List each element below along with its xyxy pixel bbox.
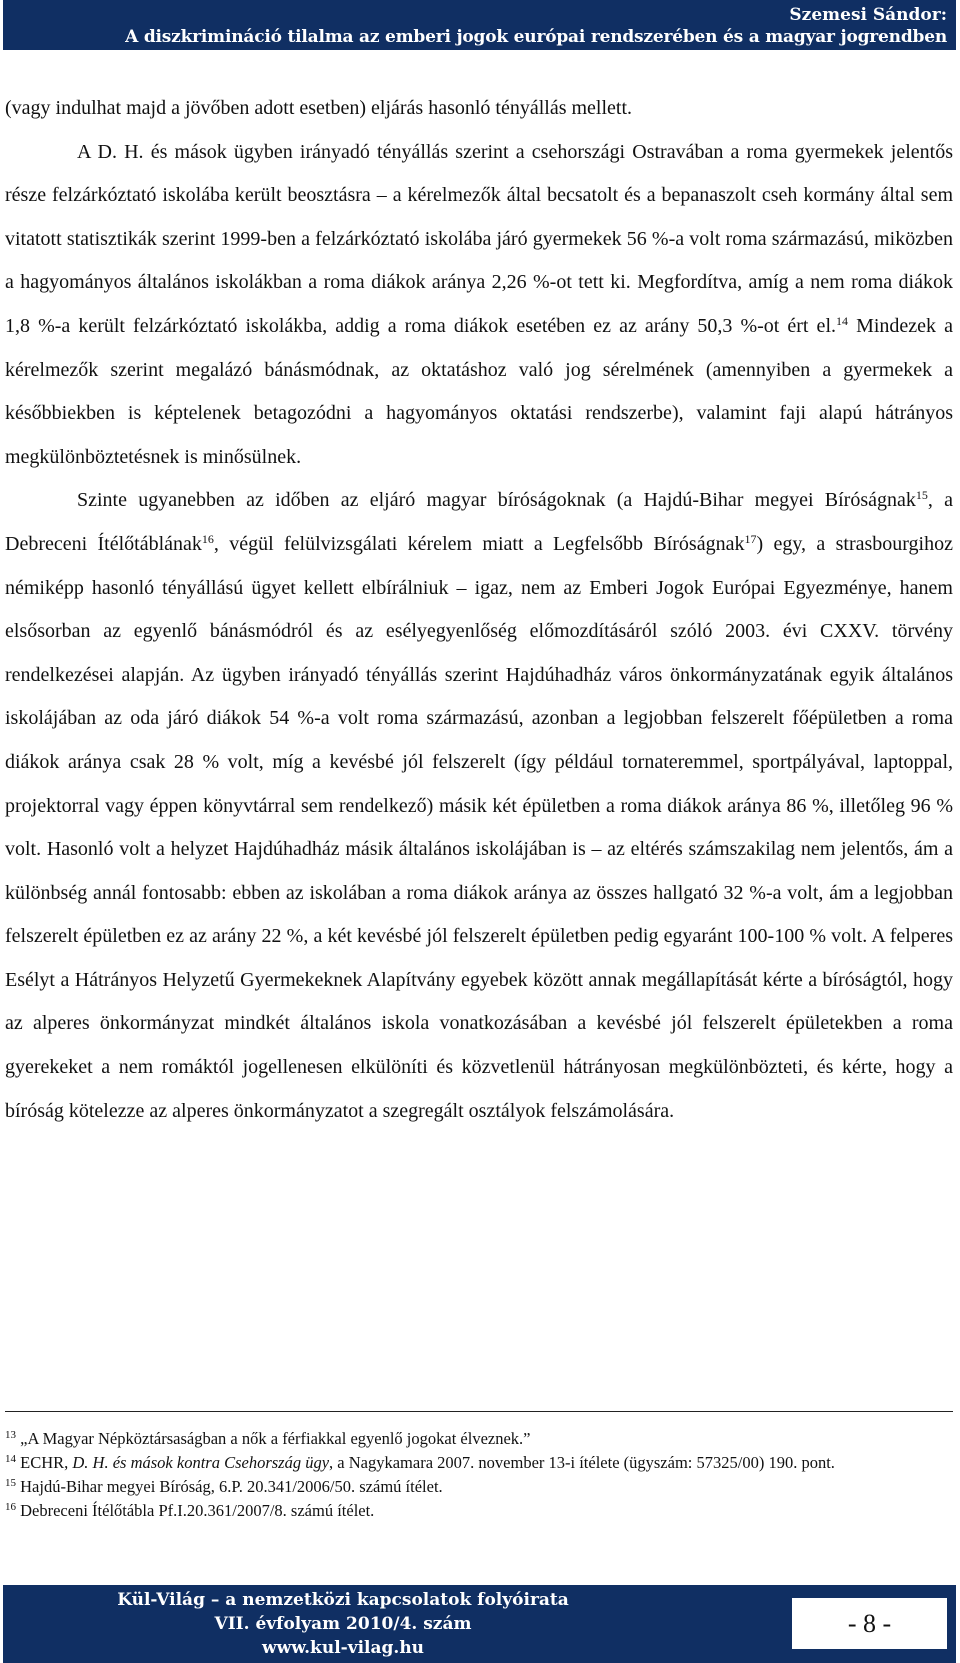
paragraph-text: , a Debreceni Ítélőtáblának [5,489,953,555]
paragraph-dh-case [5,131,953,480]
footnote-divider [5,1411,953,1412]
page-footer [3,1585,956,1663]
paragraph-text: Mindezek a kérelmezők szerint megalázó bánásmódnak, az oktatáshoz való jog sérelmének (amennyiben a gyermekek a későbbiekben is képtelenek betagozódni a hagyományos oktatási rendszerbe), valamint faji alapú hátrányos megkülönböztetésnek is minősülnek. [5,314,953,468]
paragraph-text: Szinte ugyanebben az időben az eljáró magyar bíróságoknak (a Hajdú-Bihar megyei Bíróságnak [77,489,916,512]
footnote-ref-14[interactable]: 14 [836,313,848,328]
header-title: A diszkrimináció tilalma az emberi jogok európai rendszerében és a magyar jogrendben [125,27,947,47]
running-header [3,0,956,50]
paragraph-hungarian-case [5,479,953,1133]
page-number: - 8 - [792,1598,947,1649]
footnote-14 [5,1451,953,1474]
footnote-text: Hajdú-Bihar megyei Bíróság, 6.P. 20.341/2006/50. számú ítélet. [20,1477,443,1496]
footnote-text: , a Nagykamara 2007. november 13-i ítélete (ügyszám: 57325/00) 190. pont. [329,1453,835,1472]
journal-title: Kül-Világ – a nemzetközi kapcsolatok folyóirata [117,1590,569,1610]
journal-url[interactable]: www.kul-vilag.hu [261,1638,425,1658]
footnote-number: 15 [5,1477,16,1489]
footnote-ref-17[interactable]: 17 [744,531,757,546]
footer-journal-info [3,1588,683,1660]
footnote-text: ECHR, [20,1453,73,1472]
main-text [5,87,953,1133]
footnotes [5,1427,953,1523]
header-author: Szemesi Sándor: [789,5,947,25]
paragraph-text: ) egy, a strasbourgihoz némiképp hasonló tényállású ügyet kellett elbírálniuk – igaz, nem az Emberi Jogok Európai Egyezménye, hanem elsősorban az egyenlő bánásmódról és az esélyegyenlőség előmozdításáról szóló 2003. évi CXXV. törvény rendelkezései alapján. Az ügyben irányadó tényállás szerint Hajdúhadház város önkormányzatának egyik általános iskolájában az oda járó diákok 54 %-a volt roma származású, azonban a legjobban felszerelt főépületben a roma diákok aránya csak 28 % volt, míg a kevésbé jól felszerelt (így például tornateremmel, sportpályával, laptoppal, projektorral vagy éppen könyvtárral sem rendelkező) másik két épületben a roma diákok aránya 86 %, illetőleg 96 % volt. Hasonló volt a helyzet Hajdúhadház másik általános iskolájában is – az eltérés számszakilag nem jelentős, ám a különbség annál fontosabb: ebben az iskolában a roma diákok aránya az összes hallgató 32 %-a volt, ám a legjobban felszerelt épületben ez az arány 22 %, a két kevésbé jól felszerelt épületben pedig egyaránt 100-100 % volt. A felperes Esélyt a Hátrányos Helyzetű Gyermekeknek Alapítvány egyebek között annak megállapítását kérte a bíróságtól, hogy az alperes önkormányzat mindkét általános iskola vonatkozásában a kevésbé jól felszerelt épületekben a roma gyerekeket a nem romáktól jogellenesen elkülöníti és közvetlenül hátrányosan megkülönbözteti, és kérte, hogy a bíróság kötelezze az alperes önkormányzatot a szegregált osztályok felszámolására. [5,532,953,1122]
footnote-ref-15[interactable]: 15 [915,488,928,503]
footnote-ref-16[interactable]: 16 [201,531,214,546]
footnote-number: 13 [5,1429,16,1441]
footnote-16 [5,1499,953,1522]
footnote-text: „A Magyar Népköztársaságban a nők a férfiakkal egyenlő jogokat élveznek.” [20,1429,531,1448]
case-name: D. H. és mások kontra Csehország ügy [72,1453,330,1472]
footnote-number: 16 [5,1501,16,1513]
paragraph-text: A D. H. és mások ügyben irányadó tényállás szerint a csehországi Ostravában a roma gyermekek jelentős része felzárkóztató iskolába került beosztásra – a kérelmezők által becsatolt és a bepanaszolt cseh kormány által sem vitatott statisztikák szerint 1999-ben a felzárkóztató iskolába járó gyermekek 56 %-a volt roma származású, miközben a hagyományos általános iskolákban a roma diákok aránya 2,26 %-ot tett ki. Megfordítva, amíg a nem roma diákok 1,8 %-a került felzárkóztató iskolákba, addig a roma diákok esetében ez az arány 50,3 %-ot ért el. [5,140,953,337]
footnote-13 [5,1427,953,1450]
footnote-number: 14 [5,1453,16,1465]
footnote-text: Debreceni Ítélőtábla Pf.I.20.361/2007/8. számú ítélet. [20,1501,375,1520]
journal-volume: VII. évfolyam 2010/4. szám [214,1614,472,1634]
footnote-15 [5,1475,953,1498]
paragraph-continuation: (vagy indulhat majd a jövőben adott esetben) eljárás hasonló tényállás mellett. [5,97,633,119]
paragraph-text: , végül felülvizsgálati kérelem miatt a Legfelsőbb Bíróságnak [213,532,745,555]
